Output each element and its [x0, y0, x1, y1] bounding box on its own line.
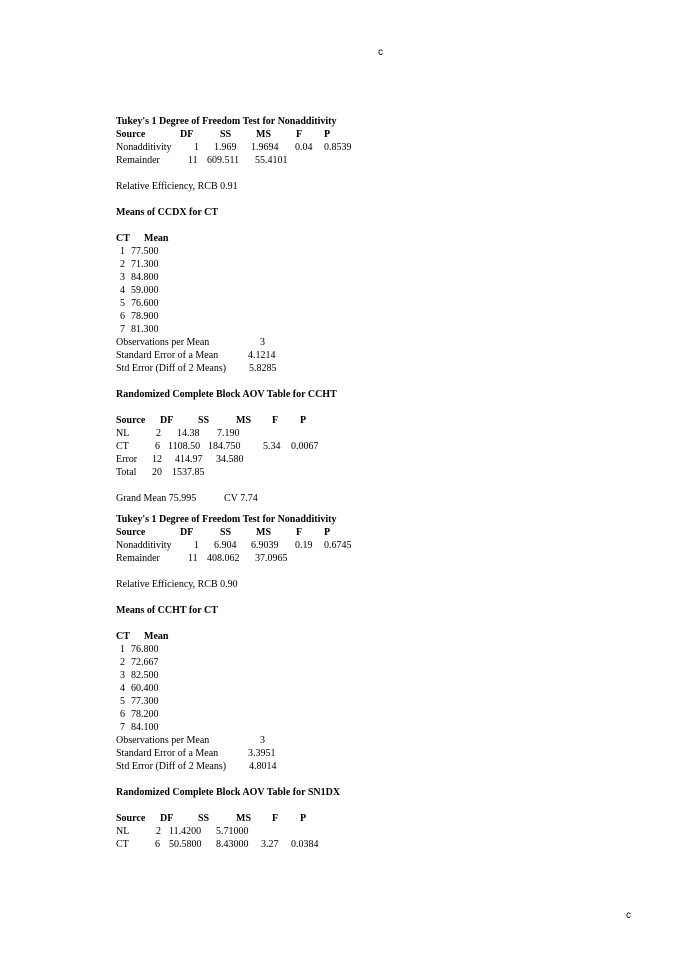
table-header: Source DF SS MS F P — [116, 129, 331, 140]
table-row: Remainder 11 609.511 55.4101 — [116, 155, 288, 166]
table-row: NL 2 11.4200 5.71000 — [116, 826, 249, 837]
table-row: NL 2 14.38 7.190 — [116, 428, 240, 439]
stat-line: Observations per Mean 3 — [116, 735, 265, 746]
list-item: 6 78.900 — [120, 311, 159, 322]
table-row: CT 6 1108.50 184.750 5.34 0.0067 — [116, 441, 319, 452]
list-item: 1 76.800 — [120, 644, 159, 655]
list-item: 5 77.300 — [120, 696, 159, 707]
tukey-title: Tukey's 1 Degree of Freedom Test for Nonadditivity — [116, 514, 337, 525]
list-item: 5 76.600 — [120, 298, 159, 309]
list-item: 3 84.800 — [120, 272, 159, 283]
stat-line: Std Error (Diff of 2 Means) 5.8285 — [116, 363, 277, 374]
page-mark-top: c — [378, 47, 383, 58]
table-row: Total 20 1537.85 — [116, 467, 205, 478]
stat-line: Standard Error of a Mean 3.3951 — [116, 748, 276, 759]
list-item: 6 78.200 — [120, 709, 159, 720]
page-mark-bottom: c — [626, 910, 631, 921]
means-title: Means of CCDX for CT — [116, 207, 219, 218]
means-header: CT Mean — [116, 233, 169, 244]
document-body — [116, 115, 586, 851]
stat-line: Std Error (Diff of 2 Means) 4.8014 — [116, 761, 277, 772]
list-item: 2 72.667 — [120, 657, 159, 668]
list-item: 4 59.000 — [120, 285, 159, 296]
tukey-title: Tukey's 1 Degree of Freedom Test for Nonadditivity — [116, 116, 337, 127]
table-header: Source DF SS MS F P — [116, 527, 331, 538]
means-title: Means of CCHT for CT — [116, 605, 218, 616]
list-item: 2 71.300 — [120, 259, 159, 270]
stat-line: Standard Error of a Mean 4.1214 — [116, 350, 276, 361]
grand-mean: Grand Mean 75.995 CV 7.74 — [116, 493, 258, 504]
table-header: Source DF SS MS F P — [116, 813, 307, 824]
list-item: 7 81.300 — [120, 324, 159, 335]
list-item: 1 77.500 — [120, 246, 159, 257]
table-row: Remainder 11 408.062 37.0965 — [116, 553, 288, 564]
aov-title: Randomized Complete Block AOV Table for SN1DX — [116, 787, 341, 798]
table-row: Nonadditivity 1 1.969 1.9694 0.04 0.8539 — [116, 142, 352, 153]
relative-efficiency: Relative Efficiency, RCB 0.91 — [116, 181, 238, 192]
table-header: Source DF SS MS F P — [116, 415, 307, 426]
table-row: Error 12 414.97 34.580 — [116, 454, 244, 465]
relative-efficiency: Relative Efficiency, RCB 0.90 — [116, 579, 238, 590]
stat-line: Observations per Mean 3 — [116, 337, 265, 348]
list-item: 4 60.400 — [120, 683, 159, 694]
aov-title: Randomized Complete Block AOV Table for CCHT — [116, 389, 337, 400]
table-row: CT 6 50.5800 8.43000 3.27 0.0384 — [116, 839, 319, 850]
list-item: 3 82.500 — [120, 670, 159, 681]
means-header: CT Mean — [116, 631, 169, 642]
list-item: 7 84.100 — [120, 722, 159, 733]
table-row: Nonadditivity 1 6.904 6.9039 0.19 0.6745 — [116, 540, 352, 551]
